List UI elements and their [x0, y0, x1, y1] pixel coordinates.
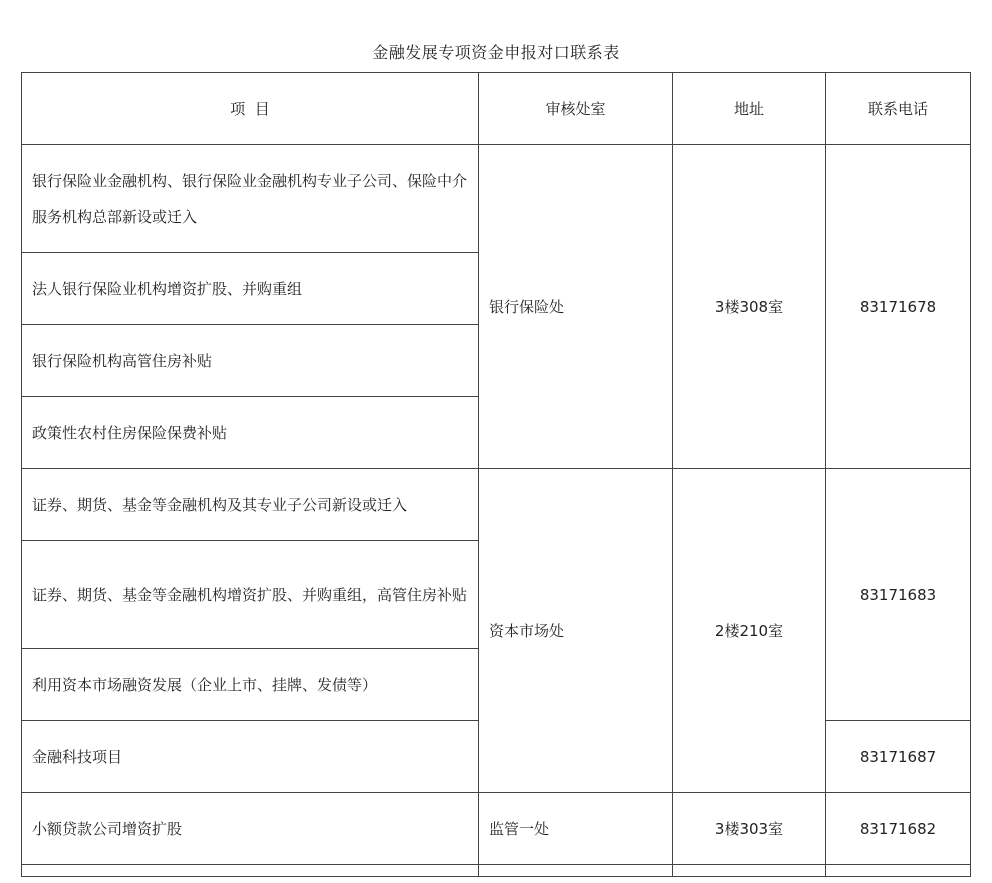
item-cell: 证券、期货、基金等金融机构及其专业子公司新设或迁入 [22, 469, 479, 541]
dept-cell: 资本市场处 [479, 469, 673, 793]
item-cell: 利用资本市场融资发展（企业上市、挂牌、发债等） [22, 649, 479, 721]
dept-cell: 监管一处 [479, 793, 673, 865]
phone-cell: 83171683 [826, 469, 971, 721]
phone-cell: 83171687 [826, 721, 971, 793]
table-row [22, 793, 971, 865]
empty-cell [22, 865, 479, 877]
table-row-partial [22, 865, 971, 877]
dept-cell: 银行保险处 [479, 145, 673, 469]
table-title: 金融发展专项资金申报对口联系表 [372, 43, 620, 62]
table-row [22, 469, 971, 541]
table-row [22, 145, 971, 253]
phone-cell: 83171678 [826, 145, 971, 469]
empty-cell [826, 865, 971, 877]
header-item: 项 目 [22, 73, 479, 145]
empty-cell [479, 865, 673, 877]
item-cell: 法人银行保险业机构增资扩股、并购重组 [22, 253, 479, 325]
phone-cell: 83171682 [826, 793, 971, 865]
address-cell: 3楼308室 [673, 145, 826, 469]
header-dept: 审核处室 [479, 73, 673, 145]
item-cell: 证券、期货、基金等金融机构增资扩股、并购重组，高管住房补贴 [22, 541, 479, 649]
address-cell: 3楼303室 [673, 793, 826, 865]
address-cell: 2楼210室 [673, 469, 826, 793]
empty-cell [673, 865, 826, 877]
contact-table [21, 72, 971, 877]
item-cell: 小额贷款公司增资扩股 [22, 793, 479, 865]
header-row [22, 73, 971, 145]
header-phone: 联系电话 [826, 73, 971, 145]
item-cell: 银行保险业金融机构、银行保险业金融机构专业子公司、保险中介服务机构总部新设或迁入 [22, 145, 479, 253]
item-cell: 银行保险机构高管住房补贴 [22, 325, 479, 397]
header-address: 地址 [673, 73, 826, 145]
item-cell: 金融科技项目 [22, 721, 479, 793]
item-cell: 政策性农村住房保险保费补贴 [22, 397, 479, 469]
